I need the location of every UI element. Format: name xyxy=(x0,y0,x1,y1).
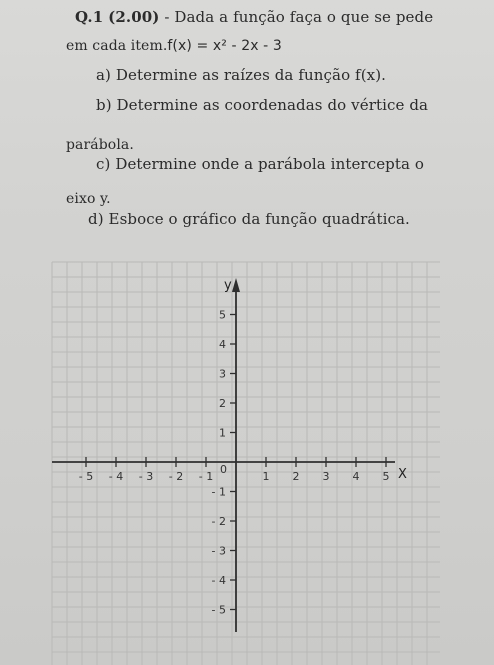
y-tick-label: 3 xyxy=(219,367,226,381)
y-tick-label: - 1 xyxy=(211,485,226,499)
x-tick-label: - 2 xyxy=(168,470,184,483)
x-tick-label: 2 xyxy=(292,470,300,483)
item-b-line2: parábola. xyxy=(66,137,134,153)
y-tick-label: 4 xyxy=(219,338,226,351)
x-tick-label: 5 xyxy=(382,470,390,483)
y-tick-label: 2 xyxy=(219,397,226,410)
x-tick-label: - 1 xyxy=(198,470,214,483)
y-axis-label: y xyxy=(224,278,232,293)
item-a: a) Determine as raízes da função f(x). xyxy=(96,66,387,84)
item-d: d) Esboce o gráfico da função quadrática. xyxy=(88,210,410,228)
question-statement: - Dada a função faça o que se pede xyxy=(159,8,434,26)
x-tick-label: - 4 xyxy=(108,470,124,483)
y-axis-arrow xyxy=(232,278,240,292)
item-b-line1: b) Determine as coordenadas do vértice da xyxy=(96,96,429,114)
origin-label: 0 xyxy=(220,463,227,476)
item-c-line2: eixo y. xyxy=(66,191,111,207)
y-tick-label: - 4 xyxy=(211,574,226,587)
question-number: Q.1 xyxy=(75,8,104,26)
y-tick-label: - 5 xyxy=(211,603,226,617)
x-tick-label: - 5 xyxy=(78,470,94,483)
y-tick-label: 5 xyxy=(219,308,226,322)
y-tick-label: - 2 xyxy=(211,515,226,528)
y-tick-label: 1 xyxy=(219,426,226,440)
y-tick-label: - 3 xyxy=(211,544,226,558)
x-tick-label: 3 xyxy=(322,470,330,483)
x-tick-label: 4 xyxy=(352,470,360,483)
x-axis-label: X xyxy=(398,467,407,482)
x-ticks xyxy=(79,457,390,483)
question-points: (2.00) xyxy=(108,8,160,26)
item-c-line1: c) Determine onde a parábola intercepta o xyxy=(96,155,425,173)
x-tick-label: 1 xyxy=(262,470,270,483)
grid xyxy=(52,262,440,665)
x-tick-label: - 3 xyxy=(138,470,154,483)
intro-text: em cada item. xyxy=(66,38,168,54)
function-formula: f(x) = x² - 2x - 3 xyxy=(167,38,282,54)
